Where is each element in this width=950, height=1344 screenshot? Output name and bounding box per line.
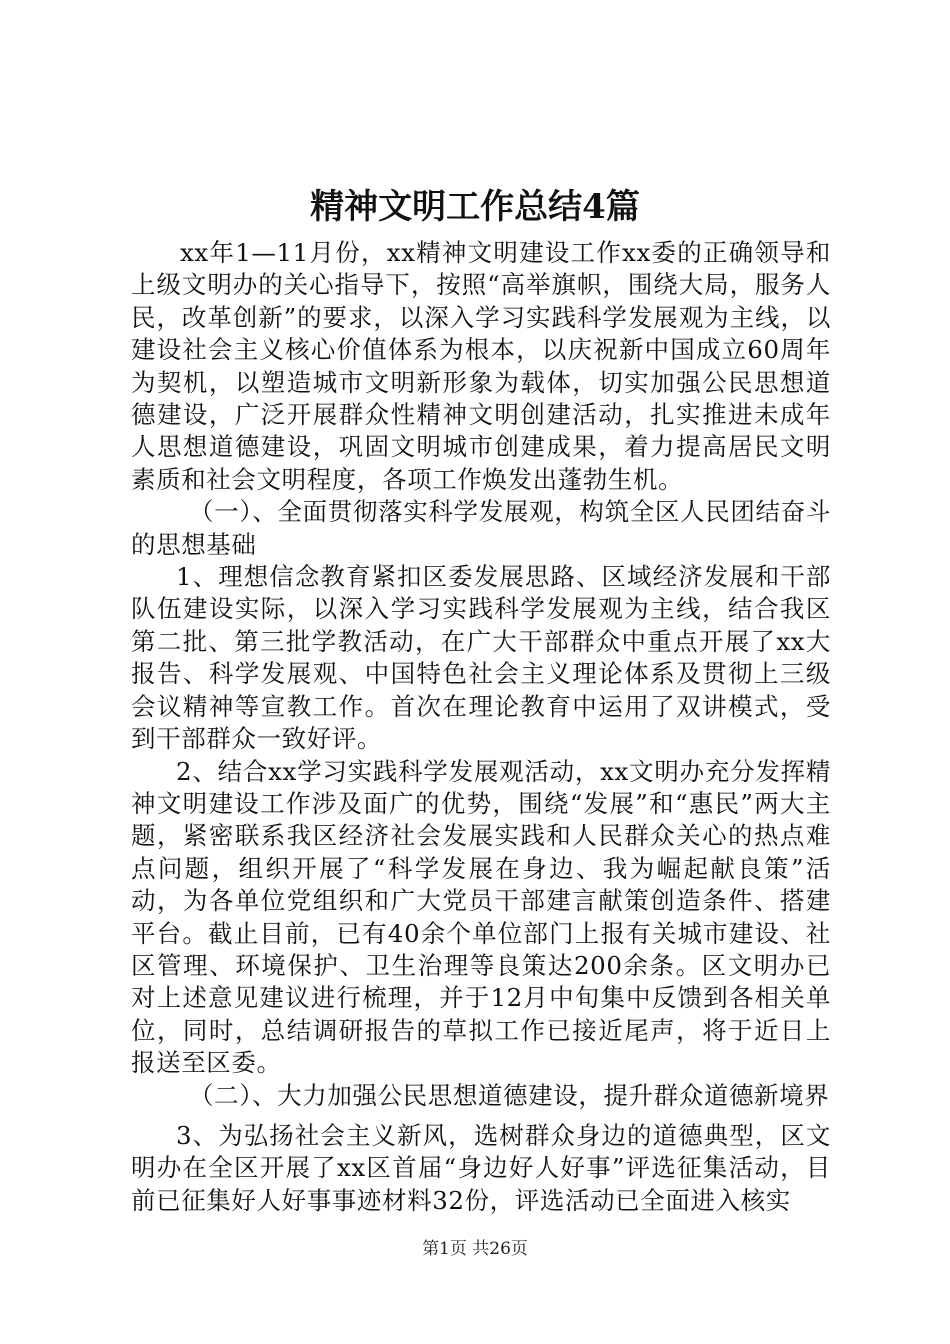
item-paragraph-2: 2、结合xx学习实践科学发展观活动，xx文明办充分发挥精神文明建设工作涉及面广的优势，围绕“发展”和“惠民”两大主题，紧密联系我区经济社会发展实践和人民群众关心的热点难点问题，组织开展了“科学发展在身边、我为崛起献良策”活动，为各单位党组织和广大党员干部建言献策创造条件、搭建平台。截止目前，已有40余个单位部门上报有关城市建设、社区管理、环境保护、卫生治理等良策达200余条。区文明办已对上述意见建议进行梳理，并于12月中旬集中反馈到各相关单位，同时，总结调研报告的草拟工作已接近尾声，将于近日上报送至区委。: [131, 756, 831, 1078]
section-heading-1: （一）、全面贯彻落实科学发展观，构筑全区人民团结奋斗的思想基础: [131, 497, 831, 559]
document-title: 精神文明工作总结4篇: [310, 187, 640, 227]
item-paragraph-3: 3、为弘扬社会主义新风，选树群众身边的道德典型，区文明办在全区开展了xx区首届“身边好人好事”评选征集活动，目前已征集好人好事事迹材料32份，评选活动已全面进入核实: [131, 1120, 831, 1215]
item-paragraph-1: 1、理想信念教育紧扣区委发展思路、区域经济发展和干部队伍建设实际，以深入学习实践科学发展观为主线，结合我区第二批、第三批学教活动，在广大干部群众中重点开展了xx大报告、科学发展观、中国特色社会主义理论体系及贯彻上三级会议精神等宣教工作。首次在理论教育中运用了双讲模式，受到干部群众一致好评。: [131, 562, 831, 754]
document-body: [131, 237, 831, 1217]
section-heading-2: （二）、大力加强公民思想道德建设，提升群众道德新境界: [189, 1080, 830, 1110]
page-number-footer: 第1页 共26页: [422, 1239, 528, 1259]
intro-paragraph: xx年1—11月份，xx精神文明建设工作xx委的正确领导和上级文明办的关心指导下，按照“高举旗帜，围绕大局，服务人民，改革创新”的要求，以深入学习实践科学发展观为主线，以建设社会主义核心价值体系为根本，以庆祝新中国成立60周年为契机，以塑造城市文明新形象为载体，切实加强公民思想道德建设，广泛开展群众性精神文明创建活动，扎实推进未成年人思想道德建设，巩固文明城市创建成果，着力提高居民文明素质和社会文明程度，各项工作焕发出蓬勃生机。: [131, 238, 831, 494]
